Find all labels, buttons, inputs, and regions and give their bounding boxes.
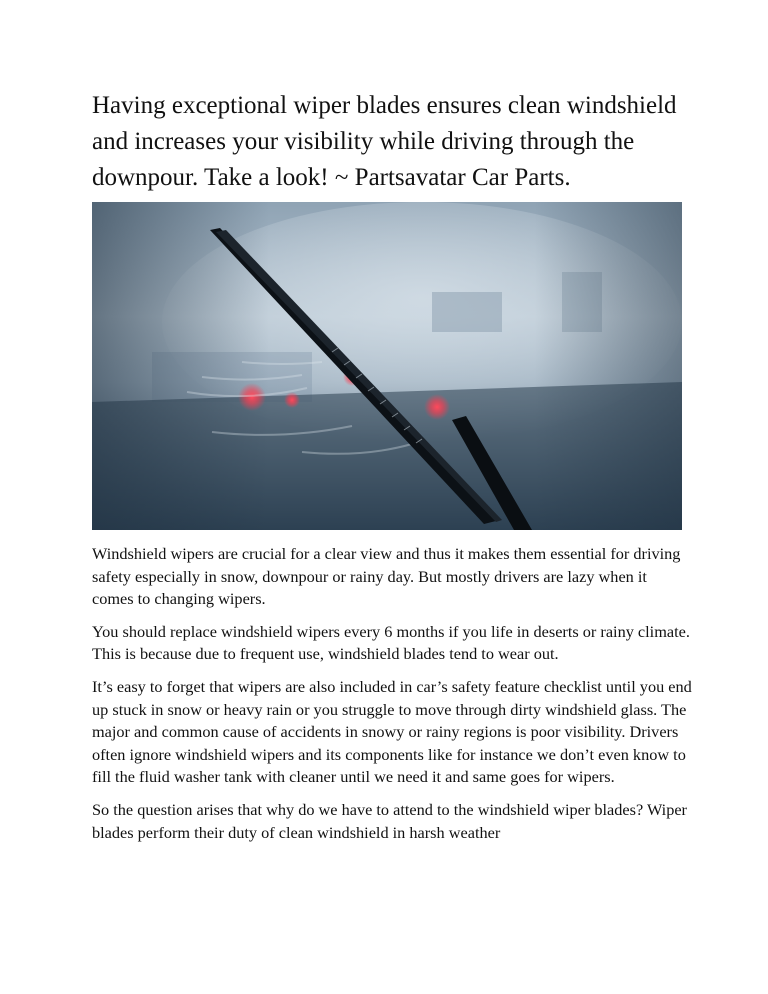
paragraph: It’s easy to forget that wipers are also included in car’s safety feature checklist until you end up stuck in snow or heavy rain or you struggle to move through dirty windshield glass. The major and common cause of accidents in snowy or rainy regions is poor visibility. Drivers often ignore windshield wipers and its components like for instance we don’t even know to fill the fluid washer tank with cleaner until we need it and same goes for wipers. [92, 676, 692, 787]
paragraph: So the question arises that why do we have to attend to the windshield wiper blades? Wiper blades perform their duty of clean windshield in harsh weather [92, 799, 687, 842]
tail-light [424, 394, 450, 420]
paragraph: You should replace windshield wipers every 6 months if you life in deserts or rainy climate. This is because due to frequent use, windshield blades tend to wear out. [92, 621, 690, 664]
tail-light [284, 392, 300, 408]
paragraph: Windshield wipers are crucial for a clear view and thus it makes them essential for driving safety especially in snow, downpour or rainy day. But mostly drivers are lazy when it comes to changing wipers. [92, 544, 681, 609]
article-body [92, 543, 692, 854]
page-heading: Having exceptional wiper blades ensures clean windshield and increases your visibility while driving through the downpour. Take a look! ~ Partsavatar Car Parts. [92, 92, 677, 191]
wiper-blade-photo [92, 202, 682, 530]
wiper-blade-illustration [92, 202, 682, 530]
